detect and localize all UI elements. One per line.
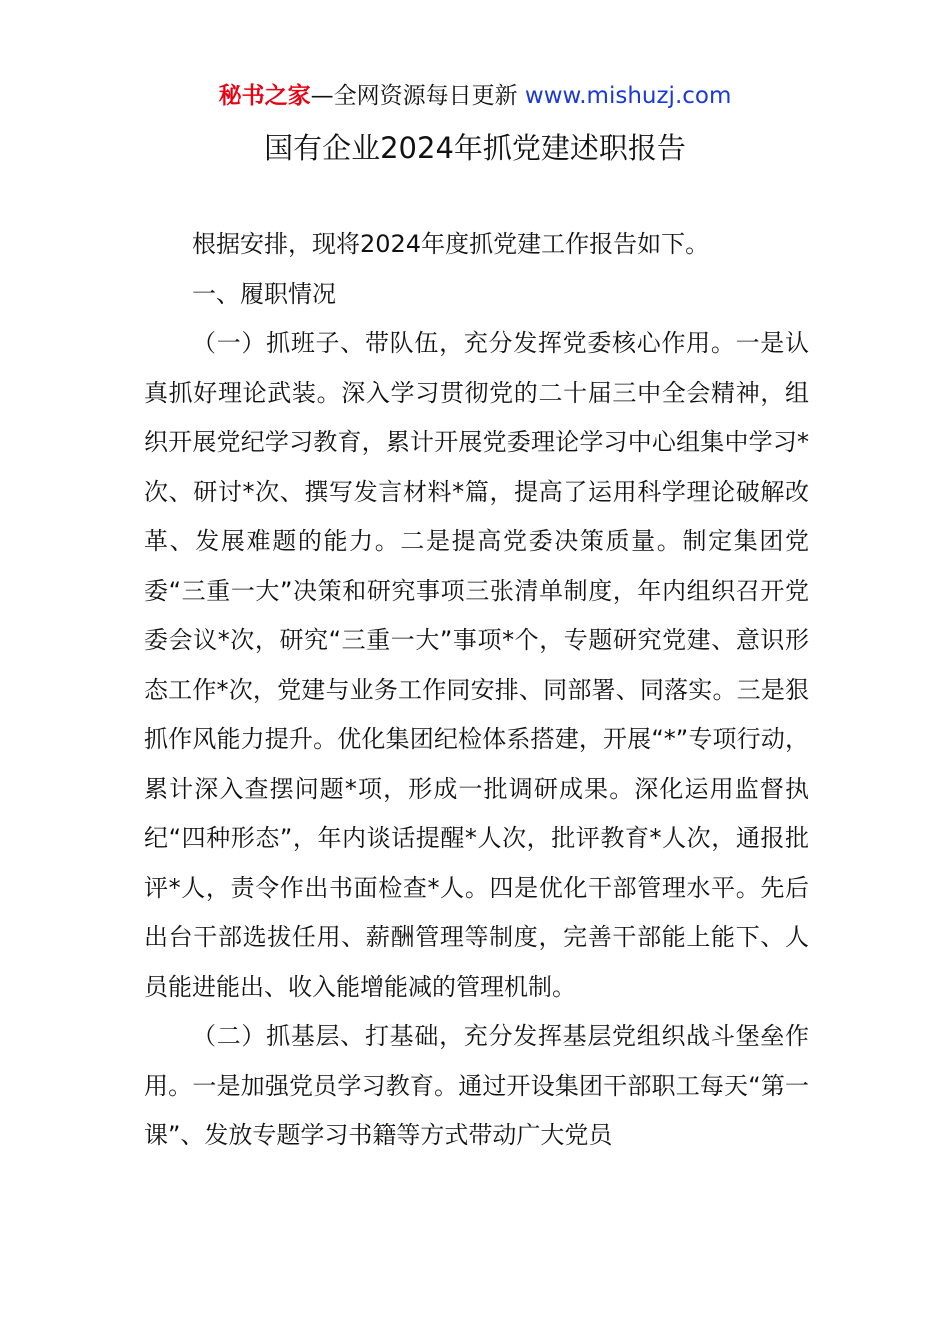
site-brand: 秘书之家 (218, 83, 311, 109)
section-heading: 一、履职情况 (192, 279, 336, 308)
site-header-banner (0, 80, 950, 112)
paragraph-intro: 根据安排，现将2024年度抓党建工作报告如下。 (192, 230, 710, 258)
paragraph-section-1: （一）抓班子、带队伍，充分发挥党委核心作用。一是认真抓好理论武装。深入学习贯彻党的二十届三中全会精神，组织开展党纪学习教育，累计开展党委理论学习中心组集中学习*次、研讨*次、撰写发言材料*篇，提高了运用科学理论破解改革、发展难题的能力。二是提高党委决策质量。制定集团党委“三重一大”决策和研究事项三张清单制度，年内组织召开党委会议*次，研究“三重一大”事项*个，专题研究党建、意识形态工作*次，党建与业务工作同安排、同部署、同落实。三是狠抓作风能力提升。优化集团纪检体系搭建，开展“*”专项行动，累计深入查摆问题*项，形成一批调研成果。深化运用监督执纪“四种形态”，年内谈话提醒*人次，批评教育*人次，通报批评*人，责令作出书面检查*人。四是优化干部管理水平。先后出台干部选拔任用、薪酬管理等制度，完善干部能上能下、人员能进能出、收入能增能减的管理机制。 (144, 329, 809, 1001)
paragraph-section-2: （二）抓基层、打基础，充分发挥基层党组织战斗堡垒作用。一是加强党员学习教育。通过开设集团干部职工每天“第一课”、发放专题学习书籍等方式带动广大党员 (144, 1022, 809, 1149)
document-body (144, 220, 809, 1161)
site-url-link[interactable]: www.mishuzj.com (524, 83, 732, 109)
document-title: 国有企业2024年抓党建述职报告 (264, 131, 686, 165)
site-tagline: —全网资源每日更新 (310, 83, 525, 109)
